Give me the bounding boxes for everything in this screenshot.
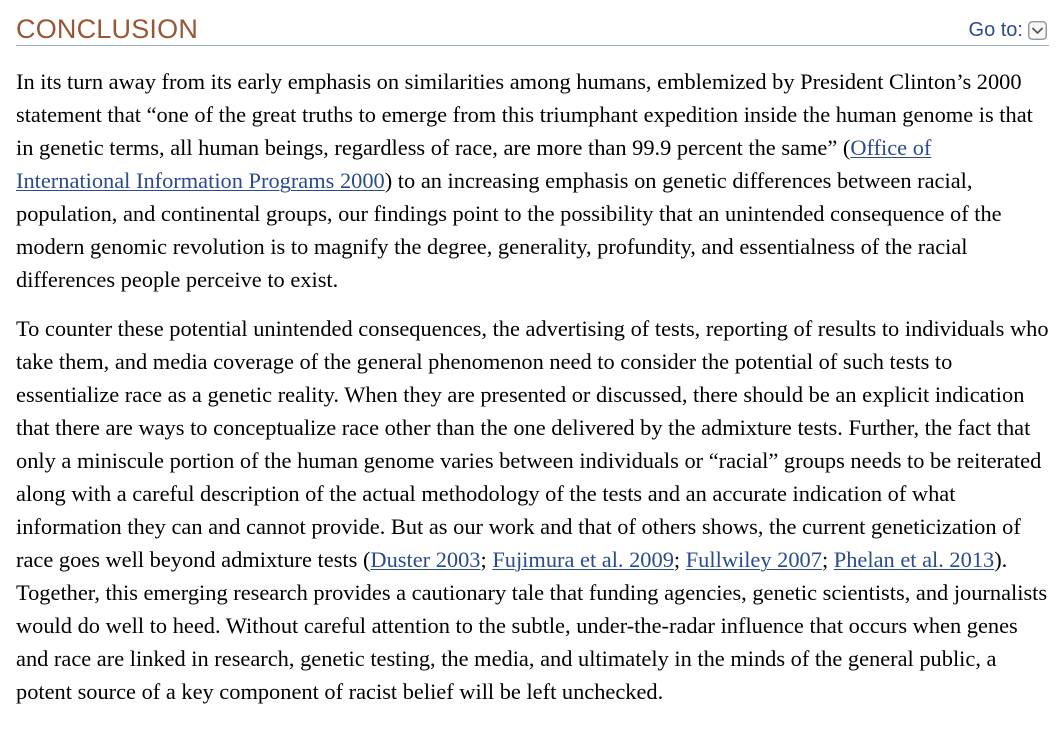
citation-separator: ; bbox=[673, 547, 686, 572]
goto-label[interactable]: Go to: bbox=[968, 19, 1023, 41]
paragraph-2 bbox=[16, 312, 1049, 708]
citation-separator: ; bbox=[480, 547, 493, 572]
paragraph-1-text-b: ) to an increasing emphasis on genetic differences between racial, population, and continental groups, our findings point to the possibility that an unintended consequence of the modern genomic revolution is to magnify the degree, generality, profundity, and essentialness of the racial differences people perceive to exist. bbox=[16, 168, 1002, 292]
paragraph-1 bbox=[16, 65, 1049, 296]
citation-link-oiip-2000[interactable]: Office of International Information Programs 2000 bbox=[16, 135, 932, 193]
chevron-down-icon[interactable] bbox=[1028, 21, 1047, 40]
section-header bbox=[16, 12, 1049, 46]
paragraph-1-text-a: In its turn away from its early emphasis on similarities among humans, emblemized by President Clinton’s 2000 statement that “one of the great truths to emerge from this triumphant expedition inside the human genome is that in genetic terms, all human beings, regardless of race, are more than 99.9 percent the same” ( bbox=[16, 69, 1033, 160]
citation-link-phelan-2013[interactable]: Phelan et al. 2013 bbox=[833, 547, 995, 572]
paragraph-2-text-a: To counter these potential unintended consequences, the advertising of tests, reporting of results to individuals who take them, and media coverage of the general phenomenon need to consider the potential of such tests to essentialize race as a genetic reality. When they are presented or discussed, there should be an explicit indication that there are ways to conceptualize race other than the one delivered by the admixture tests. Further, the fact that only a miniscule portion of the human genome varies between individuals or “racial” groups needs to be reiterated along with a careful description of the actual methodology of the tests and an accurate indication of what information they can and cannot provide. But as our work and that of others shows, the current geneticization of race goes well beyond admixture tests ( bbox=[16, 316, 1049, 572]
citation-separator: ; bbox=[821, 547, 834, 572]
conclusion-section bbox=[16, 12, 1049, 708]
goto-menu[interactable] bbox=[969, 18, 1047, 42]
section-title: CONCLUSION bbox=[16, 14, 199, 44]
paragraph-2-text-b: ). Together, this emerging research provides a cautionary tale that funding agencies, genetic scientists, and journalists would do well to heed. Without careful attention to the subtle, under-the-radar influence that occurs when genes and race are linked in research, genetic testing, the media, and ultimately in the minds of the general public, a potent source of a key component of racist belief will be left unchecked. bbox=[16, 547, 1048, 704]
citation-link-fujimura-2009[interactable]: Fujimura et al. 2009 bbox=[492, 547, 674, 572]
citation-link-fullwiley-2007[interactable]: Fullwiley 2007 bbox=[685, 547, 822, 572]
citation-link-duster-2003[interactable]: Duster 2003 bbox=[370, 547, 481, 572]
